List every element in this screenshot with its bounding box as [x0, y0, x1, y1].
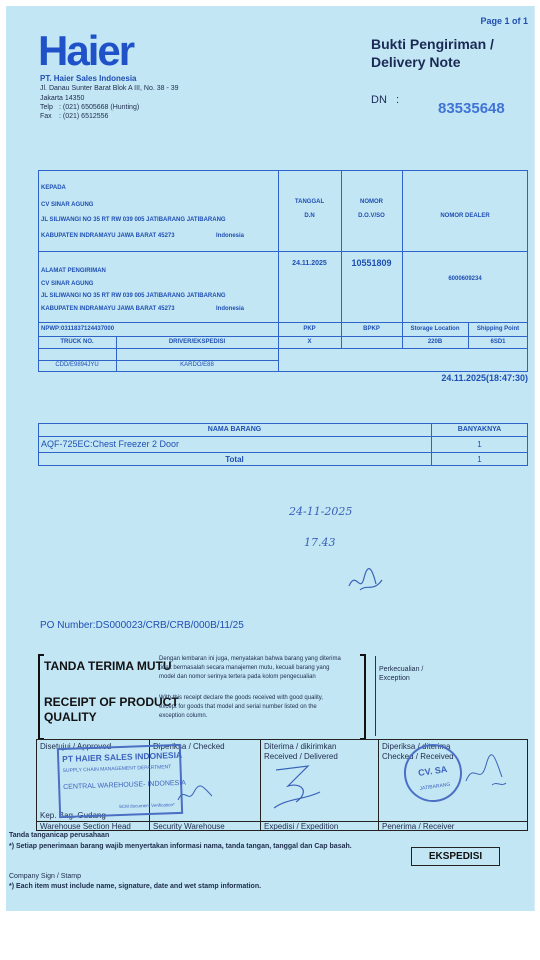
- document-title-line2: Delivery Note: [371, 54, 461, 70]
- stamp-line-2: SUPPLY CHAIN MANAGEMENT DEPARTMENT: [62, 764, 172, 774]
- item-qty-header: BANYAKNYA: [457, 426, 502, 433]
- handwritten-time: 17.43: [304, 536, 336, 549]
- fax-label: Fax: [40, 113, 52, 120]
- received-label-1: Diperiksa / diterima: [382, 742, 451, 751]
- checked-label: Diperiksa / Checked: [153, 742, 225, 751]
- role-warehouse-head-1: Kep. Bag. Gudang: [40, 811, 106, 820]
- approver-signature: [176, 782, 216, 808]
- copy-label: EKSPEDISI: [428, 851, 483, 862]
- company-name: PT. Haier Sales Indonesia: [40, 74, 137, 83]
- pengiriman-name: CV SINAR AGUNG: [41, 281, 94, 287]
- role-receiver: Penerima / Receiver: [382, 822, 455, 831]
- receiver-signature: [462, 751, 510, 799]
- delivery-date: 24.11.2025: [292, 260, 327, 267]
- item-name-header: NAMA BARANG: [207, 426, 262, 433]
- exception-label-1: Perkecualian /: [379, 666, 424, 673]
- footer-note-en: *) Each item must include name, signature, date and wet stamp information.: [9, 883, 262, 890]
- receipt-text-en-1: With this receipt declare the goods received with good quality,: [159, 695, 323, 701]
- approved-label: Disetujui / Approved: [40, 742, 112, 751]
- company-address-1: Jl. Danau Sunter Barat Blok A III, No. 38 - 39: [40, 85, 179, 92]
- receipt-title-en-2: QUALITY: [44, 710, 97, 724]
- exception-label-2: Exception: [379, 675, 410, 682]
- truck-number: CDD/E9894JYU: [55, 362, 99, 368]
- receipt-text-id-2: tidak bermasalah secara manajemen mutu, kecuali barang yang: [159, 665, 330, 671]
- kepada-address-1: JL SILIWANGI NO 35 RT RW 039 005 JATIBARANG JATIBARANG: [41, 217, 226, 223]
- dn-short-header: D.N: [304, 213, 315, 219]
- handwritten-date: 24-11-2025: [289, 505, 353, 518]
- stamp-line-3: CENTRAL WAREHOUSE- INDONESIA: [63, 779, 187, 791]
- expedition-signature: [268, 762, 328, 814]
- kepada-label: KEPADA: [41, 185, 66, 191]
- handwritten-signature: [346, 564, 386, 600]
- receipt-text-id-3: model dan nomor serinya tertera pada kolom pengecualian: [159, 674, 316, 680]
- dn-number: 83535648: [438, 100, 505, 117]
- document-title-line1: Bukti Pengiriman /: [371, 36, 494, 52]
- pkp-header: PKP: [303, 326, 316, 332]
- bpkp-header: BPKP: [363, 326, 380, 332]
- dn-colon: :: [396, 94, 400, 106]
- po-number: PO Number:DS000023/CRB/CRB/000B/11/25: [40, 620, 244, 631]
- pengiriman-address-2: KABUPATEN INDRAMAYU JAWA BARAT 45273: [41, 306, 175, 312]
- npwp-number: NPWP:0311837124437000: [41, 326, 115, 332]
- company-sign-label-id: Tanda tanganicap perusahaan: [9, 832, 110, 839]
- tanggal-header: TANGGAL: [294, 199, 325, 205]
- delivered-label-2: Received / Delivered: [264, 752, 338, 761]
- role-expedition: Expedisi / Expedition: [264, 822, 339, 831]
- print-timestamp: 24.11.2025(18:47:30): [441, 373, 528, 383]
- pengiriman-address-1: JL SILIWANGI NO 35 RT RW 039 005 JATIBARANG JATIBARANG: [41, 293, 226, 299]
- receiver-stamp-city: JATIBARANG: [419, 781, 451, 792]
- delivery-note-sheet: [6, 6, 535, 911]
- total-qty: 1: [477, 455, 482, 464]
- total-label: Total: [225, 455, 244, 464]
- dealer-number: 6000609234: [448, 276, 482, 282]
- kepada-country: Indonesia: [216, 233, 245, 239]
- driver-header: DRIVER/EKSPEDISI: [168, 339, 226, 345]
- item-row-name: AQF-725EC:Chest Freezer 2 Door: [41, 439, 180, 449]
- phone-label: Telp: [40, 104, 53, 111]
- pkp-value: X: [307, 339, 312, 345]
- role-security: Security Warehouse: [153, 822, 225, 831]
- footer-note-id: *) Setiap penerimaan barang wajib menyertakan informasi nama, tanda tangan, tanggal dan Cap basah.: [9, 843, 352, 850]
- receipt-text-en-3: exception column.: [159, 713, 208, 719]
- fax-number: : (021) 6512556: [59, 113, 109, 120]
- pengiriman-label: ALAMAT PENGIRIMAN: [41, 268, 106, 274]
- kepada-name: CV SINAR AGUNG: [41, 202, 94, 208]
- shipping-point-value: 6SD1: [490, 339, 506, 345]
- dealer-header: NOMOR DEALER: [440, 213, 490, 219]
- delivered-label-1: Diterima / dikirimkan: [264, 742, 337, 751]
- received-label-2: Checked / Received: [382, 752, 454, 761]
- warehouse-stamp: [57, 744, 187, 818]
- company-address-2: Jakarta 14350: [40, 95, 85, 102]
- item-row-qty: 1: [477, 440, 482, 449]
- phone-number: : (021) 6505668 (Hunting): [59, 104, 140, 111]
- driver-name: KARDO/E88: [180, 362, 214, 368]
- nomor-header: NOMOR: [360, 199, 383, 205]
- storage-location-header: Storage Location: [410, 326, 460, 332]
- truck-header: TRUCK NO.: [60, 339, 94, 345]
- do-header: D.O.V/SO: [358, 213, 385, 219]
- receipt-title-en-1: RECEIPT OF PRODUCT: [44, 695, 179, 709]
- shipping-point-header: Shipping Point: [476, 326, 520, 332]
- haier-logo: Haier: [38, 27, 134, 74]
- receipt-title-id: TANDA TERIMA MUTU: [44, 659, 172, 673]
- kepada-address-2: KABUPATEN INDRAMAYU JAWA BARAT 45273: [41, 233, 175, 239]
- page-number: Page 1 of 1: [480, 16, 528, 26]
- storage-location-value: 220B: [427, 339, 443, 345]
- receipt-text-en-2: except for goods that model and serial number listed on the: [159, 704, 317, 710]
- stamp-line-1: PT HAIER SALES INDONESIA: [62, 749, 183, 765]
- receipt-text-id-1: Dengan lembaran ini juga, menyatakan bahwa barang yang diterima: [159, 656, 341, 662]
- dn-label: DN: [371, 94, 387, 106]
- stamp-line-4: SCM document Verification*: [118, 802, 175, 810]
- role-warehouse-head-2: Warehouse Section Head: [40, 822, 131, 831]
- pengiriman-country: Indonesia: [216, 306, 245, 312]
- receiver-stamp-name: CV. SA: [417, 764, 448, 779]
- order-number: 10551809: [351, 258, 392, 268]
- company-sign-label-en: Company Sign / Stamp: [9, 873, 81, 880]
